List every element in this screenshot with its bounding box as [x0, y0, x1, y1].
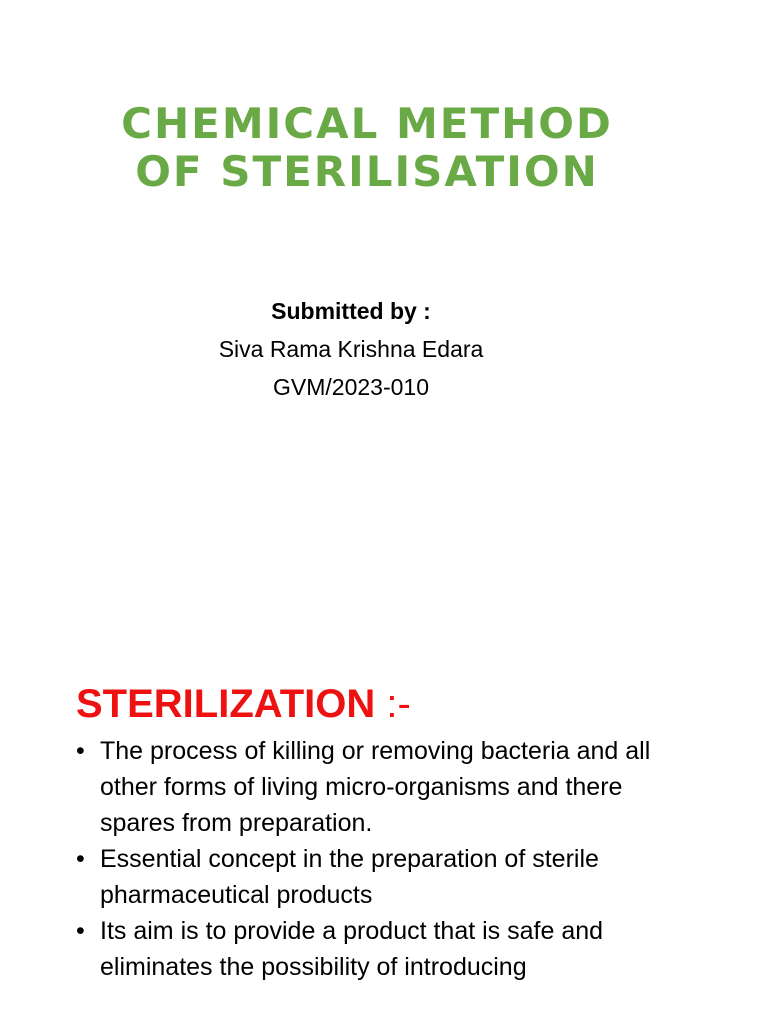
section-heading [76, 676, 411, 732]
bullet-text: Its aim is to provide a product that is safe and eliminates the possibility of introducing [100, 917, 604, 981]
list-item [76, 841, 696, 913]
section-heading-suffix: :- [375, 682, 411, 726]
author-id: GVM/2023-010 [273, 374, 429, 400]
submitted-block [0, 292, 702, 406]
bullet-icon: • [76, 917, 85, 945]
author-name: Siva Rama Krishna Edara [218, 336, 484, 362]
bullet-icon: • [76, 737, 85, 765]
section-heading-text: STERILIZATION [76, 682, 376, 726]
slide-title-line-1: CHEMICAL METHOD [121, 99, 613, 148]
bullet-text: Essential concept in the preparation of sterile pharmaceutical products [100, 845, 599, 909]
bullet-text: The process of killing or removing bacteria and all other forms of living micro-organisms and there spares from preparation. [100, 737, 651, 837]
list-item [76, 733, 696, 841]
bullet-list [76, 733, 696, 985]
list-item [76, 913, 696, 985]
slide-title [0, 100, 734, 196]
slide-title-line-2: OF STERILISATION [135, 147, 599, 196]
bullet-icon: • [76, 845, 85, 873]
submitted-by-label: Submitted by : [271, 298, 431, 324]
